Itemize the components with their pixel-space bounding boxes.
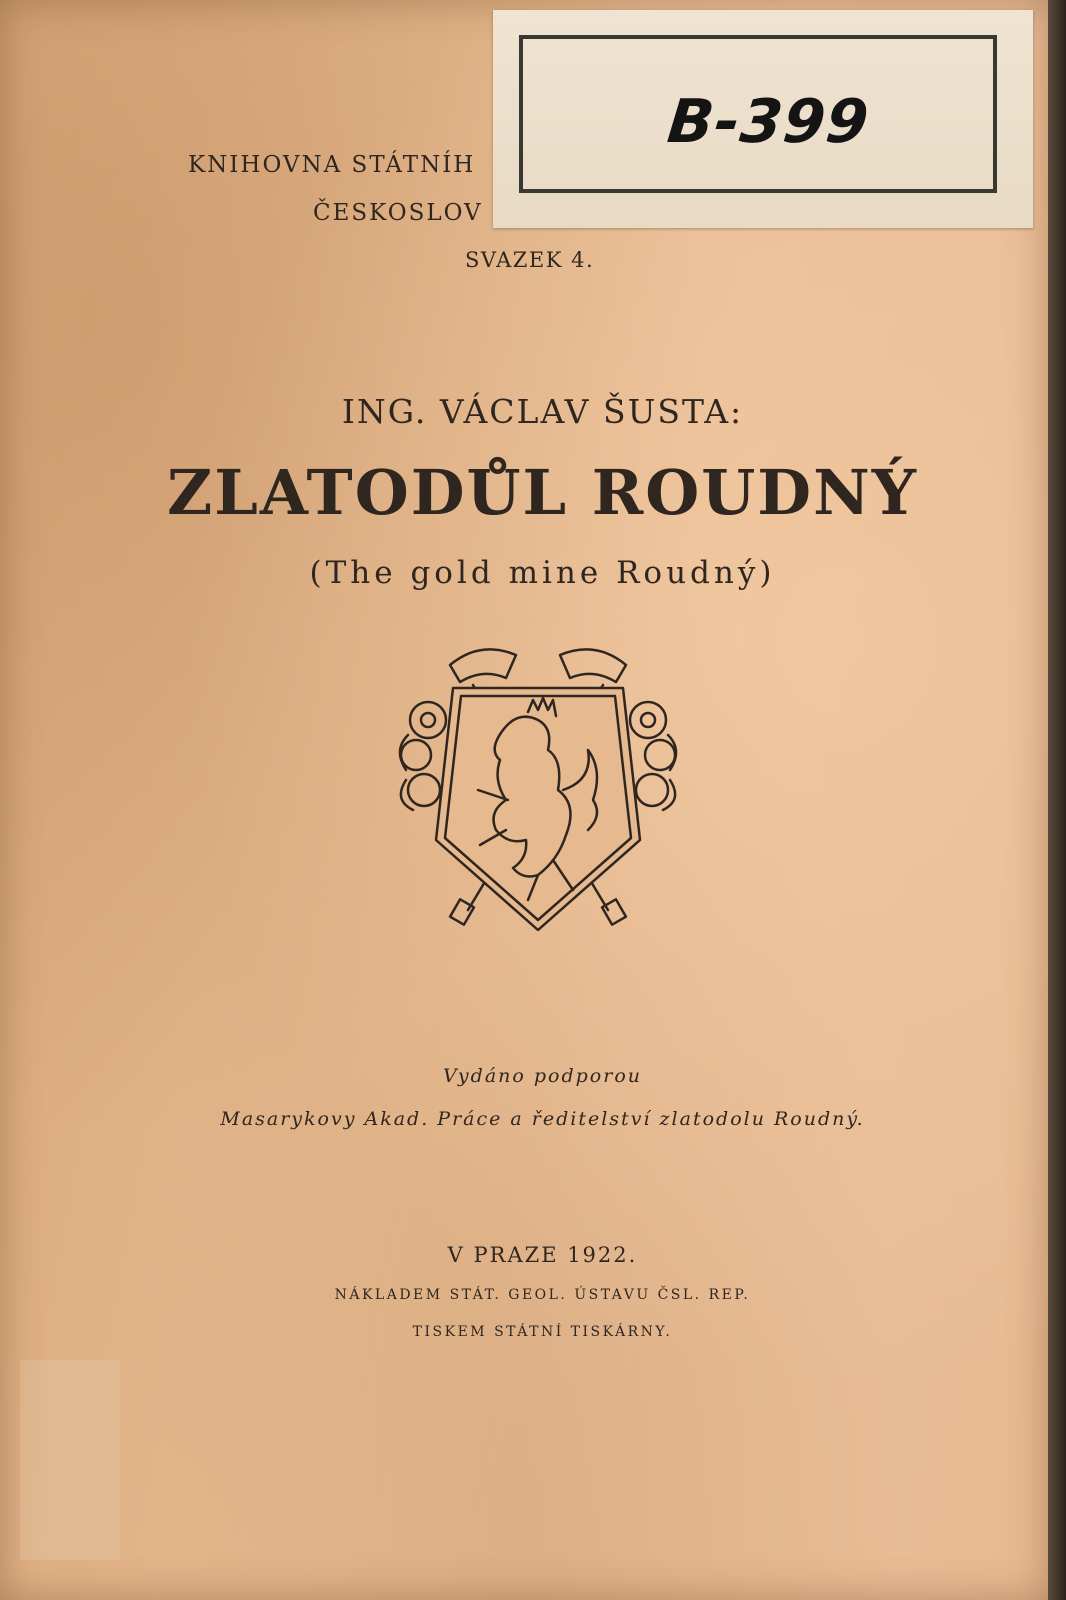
- author: ING. VÁCLAV ŠUSTA:: [341, 392, 744, 431]
- book-title: ZLATODŮL ROUDNÝ: [166, 456, 919, 529]
- tape-residue: [20, 1360, 120, 1560]
- shelfmark: B-399: [664, 87, 873, 157]
- library-label: [493, 10, 1033, 228]
- support-line-2: Masarykovy Akad. Práce a ředitelství zlatodolu Roudný.: [220, 1108, 865, 1130]
- publisher: NÁKLADEM STÁT. GEOL. ÚSTAVU ČSL. REP.: [334, 1287, 751, 1303]
- series-line-1: KNIHOVNA STÁTNÍH: [188, 152, 476, 178]
- place-year: V PRAZE 1922.: [447, 1243, 638, 1267]
- support-line-1: Vydáno podporou: [442, 1065, 642, 1087]
- volume-number: SVAZEK 4.: [465, 248, 595, 272]
- printer: TISKEM STÁTNÍ TISKÁRNY.: [412, 1324, 673, 1340]
- page-edge: [1048, 0, 1066, 1600]
- label-frame: [519, 35, 997, 193]
- book-subtitle: (The gold mine Roudný): [309, 555, 776, 591]
- series-line-2: ČESKOSLOV: [313, 200, 483, 226]
- mining-coat-of-arms-icon: [388, 640, 688, 960]
